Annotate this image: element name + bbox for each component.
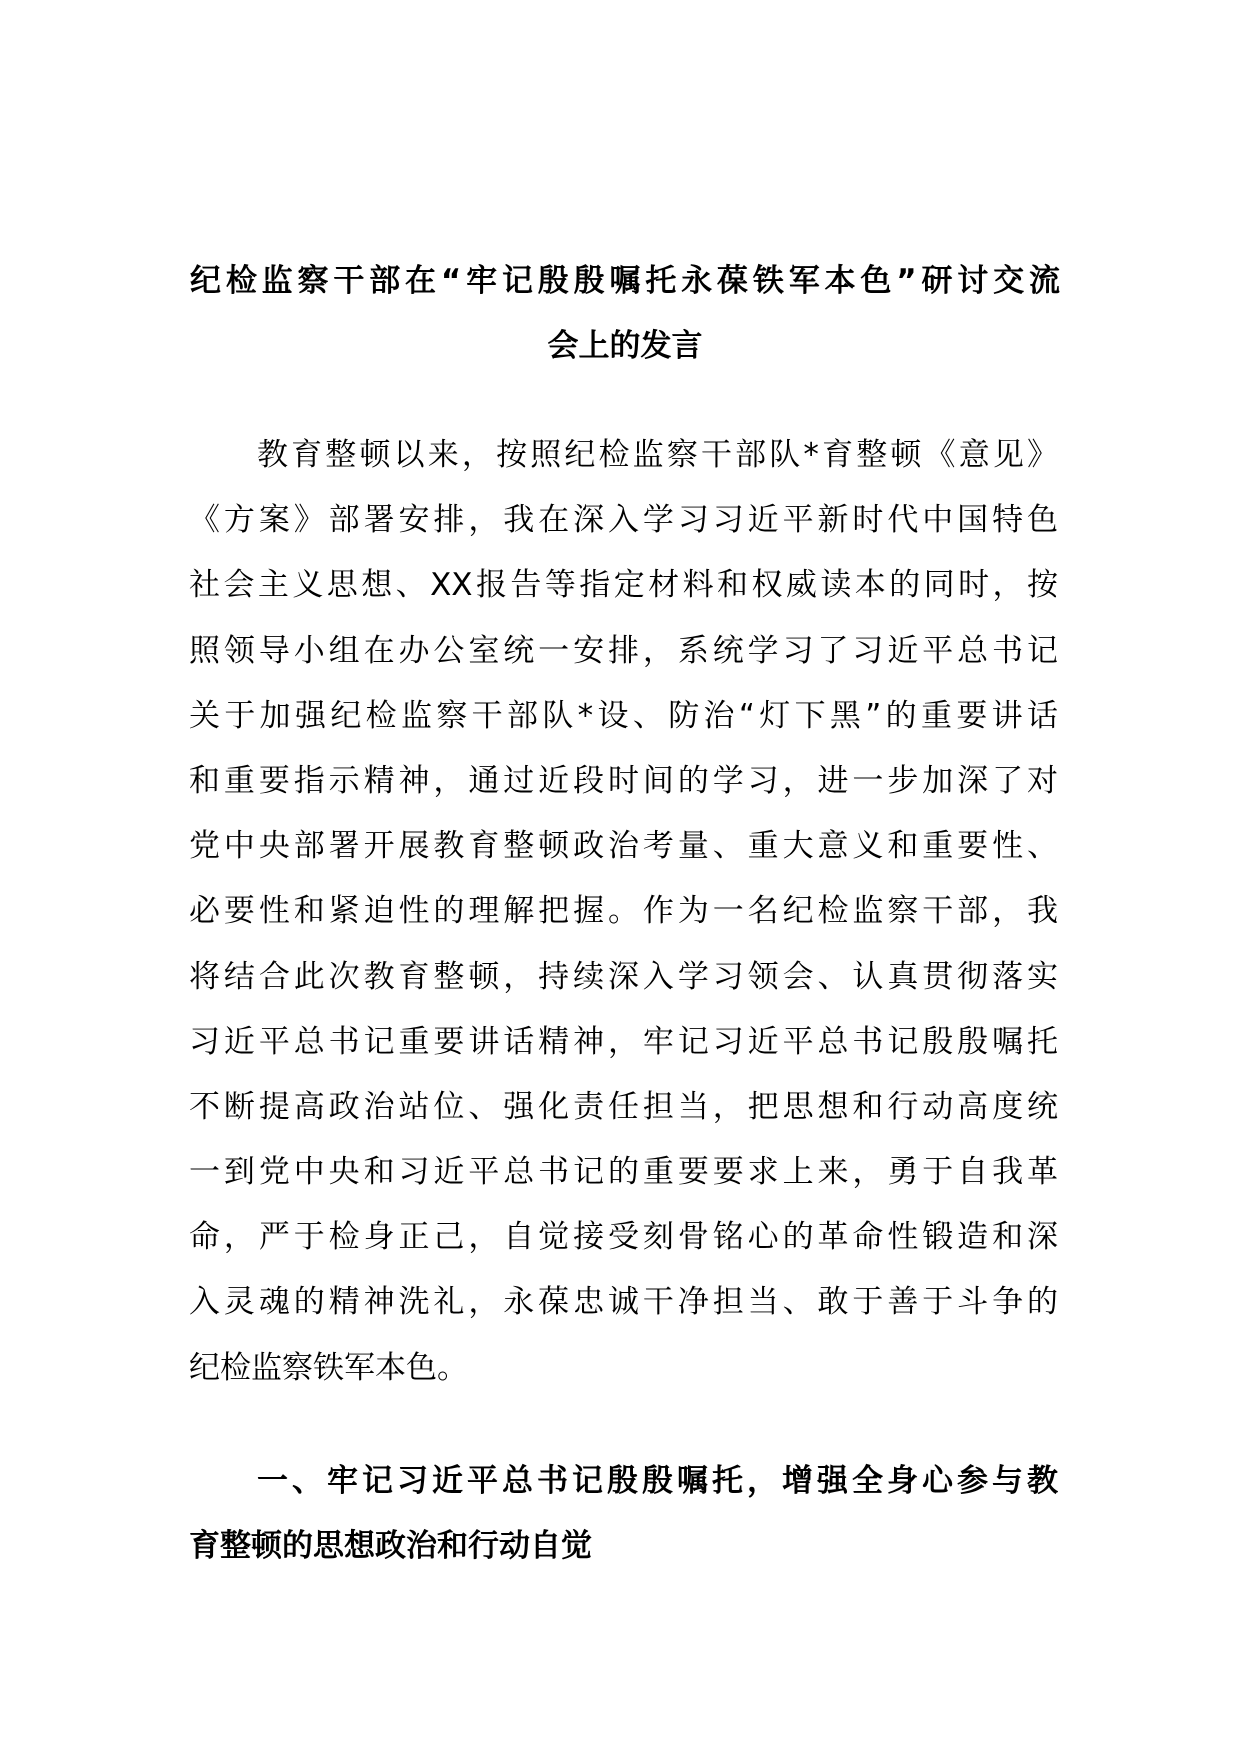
heading-line: 育整顿的思想政治和行动自觉	[189, 1528, 592, 1565]
paragraph-line: 纪检监察铁军本色。	[189, 1349, 468, 1386]
paragraph-line: 命，严于检身正己，自觉接受刻骨铭心的革命性锻造和深	[189, 1219, 1058, 1256]
paragraph-line: 习近平总书记重要讲话精神，牢记习近平总书记殷殷嘱托	[189, 1023, 1058, 1060]
paragraph-line: 照领导小组在办公室统一安排，系统学习了习近平总书记	[189, 632, 1058, 669]
paragraph-line: 不断提高政治站位、强化责任担当，把思想和行动高度统	[189, 1088, 1058, 1125]
document-title-line-1: 纪检监察干部在“牢记殷殷嘱托永葆铁军本色”研讨交流	[190, 263, 1060, 299]
paragraph-line: 教育整顿以来，按照纪检监察干部队*育整顿《意见》	[257, 437, 1058, 473]
paragraph-line: 关于加强纪检监察干部队*设、防治“灯下黑”的重要讲话	[189, 697, 1058, 734]
paragraph-line: 《方案》部署安排，我在深入学习习近平新时代中国特色	[189, 502, 1058, 539]
section-heading	[189, 1459, 1058, 1589]
paragraph-line: 将结合此次教育整顿，持续深入学习领会、认真贯彻落实	[189, 958, 1058, 995]
paragraph-line: 必要性和紧迫性的理解把握。作为一名纪检监察干部，我	[189, 893, 1058, 930]
intro-paragraph	[189, 433, 1058, 1411]
document-title-line-2: 会上的发言	[547, 328, 703, 364]
paragraph-line: 入灵魂的精神洗礼，永葆忠诚干净担当、敢于善于斗争的	[189, 1284, 1058, 1321]
paragraph-line: 社会主义思想、XX报告等指定材料和权威读本的同时，按	[189, 567, 1058, 604]
paragraph-line: 一到党中央和习近平总书记的重要要求上来，勇于自我革	[189, 1154, 1058, 1191]
paragraph-line: 和重要指示精神，通过近段时间的学习，进一步加深了对	[189, 762, 1058, 799]
heading-line: 一、牢记习近平总书记殷殷嘱托，增强全身心参与教	[257, 1463, 1058, 1499]
paragraph-line: 党中央部署开展教育整顿政治考量、重大意义和重要性、	[189, 828, 1058, 865]
